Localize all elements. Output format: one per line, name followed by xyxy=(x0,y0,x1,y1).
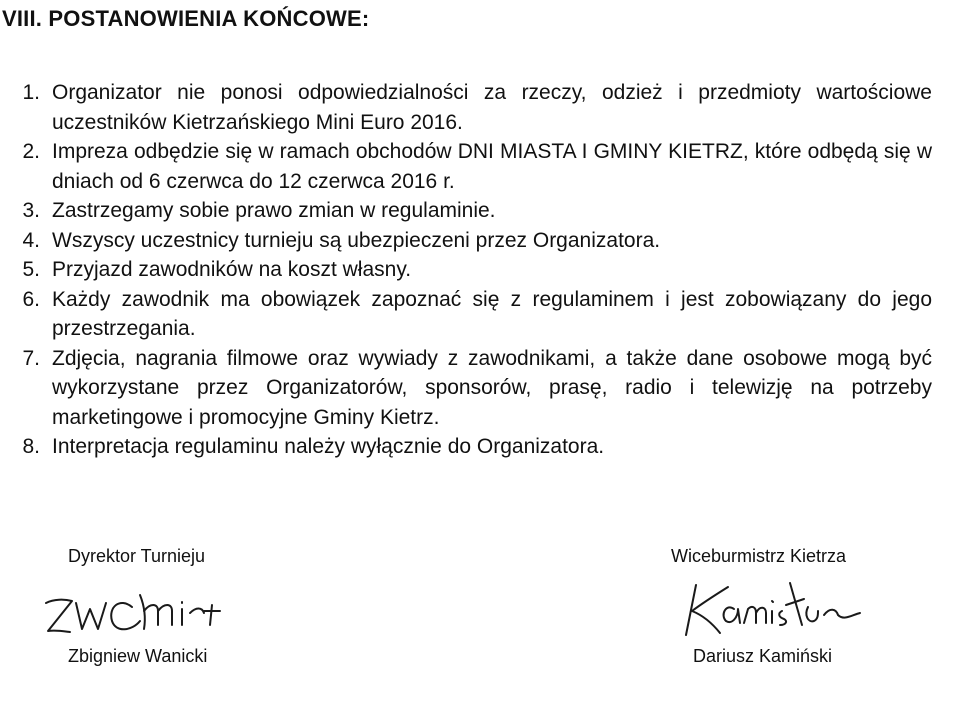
item-number: 5. xyxy=(22,258,40,281)
item-number: 1. xyxy=(22,81,40,104)
right-handwritten-signature xyxy=(668,575,918,645)
section-heading: VIII. POSTANOWIENIA KOŃCOWE: xyxy=(2,6,370,31)
list-item xyxy=(0,344,959,433)
right-signature-name: Dariusz Kamiński xyxy=(693,646,833,666)
item-number: 7. xyxy=(22,346,40,370)
list-item xyxy=(0,196,959,226)
list-item xyxy=(0,226,959,256)
list-item xyxy=(0,432,959,462)
item-number: 4. xyxy=(22,228,40,252)
item-text: Przyjazd zawodników na koszt własny. xyxy=(52,258,412,281)
list-item xyxy=(0,78,959,137)
regulation-list xyxy=(0,78,959,462)
item-text: Organizator nie ponosi odpowiedzialności za rzeczy, odzież i przedmioty wartościowe uczestników Kietrzańskiego Mini Euro 2016. xyxy=(52,81,932,134)
left-signature-role: Dyrektor Turnieju xyxy=(68,546,206,566)
list-item xyxy=(0,137,959,196)
item-text: Zdjęcia, nagrania filmowe oraz wywiady z zawodnikami, a także dane osobowe mogą być wykorzystane przez Organizatorów, sponsorów, prasę, radio i telewizję na potrzeby marketingowe i promocyjne Gminy Kietrz. xyxy=(52,346,932,429)
item-number: 2. xyxy=(22,140,40,163)
item-text: Zastrzegamy sobie prawo zmian w regulaminie. xyxy=(52,199,496,222)
item-text: Każdy zawodnik ma obowiązek zapoznać się z regulaminem i jest zobowiązany do jego przestrzegania. xyxy=(52,287,932,340)
list-item xyxy=(0,285,959,344)
left-signature-name: Zbigniew Wanicki xyxy=(68,646,208,666)
item-number: 8. xyxy=(22,435,40,458)
right-signature-role: Wiceburmistrz Kietrza xyxy=(671,546,847,566)
left-handwritten-signature xyxy=(40,585,270,650)
item-number: 3. xyxy=(22,199,40,222)
item-text: Wszyscy uczestnicy turnieju są ubezpieczeni przez Organizatora. xyxy=(52,228,661,252)
list-item xyxy=(0,255,959,285)
item-text: Impreza odbędzie się w ramach obchodów DNI MIASTA I GMINY KIETRZ, które odbędą się w dniach od 6 czerwca do 12 czerwca 2016 r. xyxy=(52,140,932,193)
item-text: Interpretacja regulaminu należy wyłącznie do Organizatora. xyxy=(52,435,605,458)
item-number: 6. xyxy=(22,287,40,311)
